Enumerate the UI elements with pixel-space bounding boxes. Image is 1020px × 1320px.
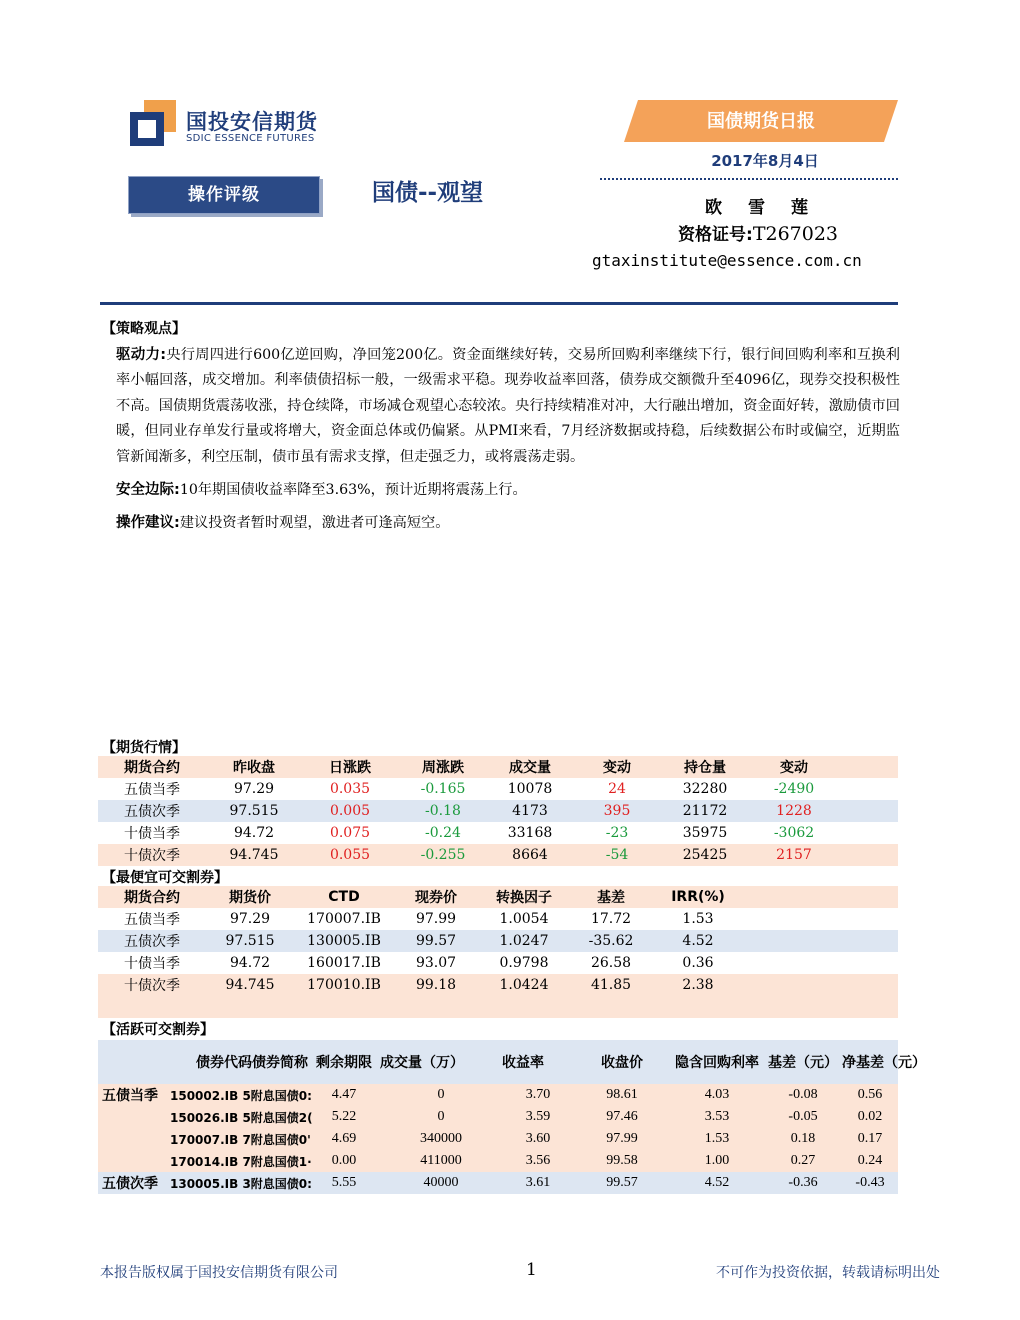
rating-box [128, 176, 320, 214]
header-divider [100, 302, 898, 305]
rating-label: 操作评级 [188, 185, 260, 205]
column-header: CTD [328, 889, 360, 905]
table-cell: 21172 [682, 803, 728, 819]
column-header [98, 1040, 170, 1084]
table-cell: 0.24 [857, 1153, 883, 1168]
safety-text: 10年期国债收益率降至3.63%，预计近期将震荡上行。 [179, 482, 527, 499]
table-row [98, 1128, 898, 1150]
active-bonds-table [98, 1040, 926, 1194]
table-cell: 97.515 [229, 803, 279, 819]
table-cell: 5.55 [331, 1175, 357, 1190]
table-cell: -0.36 [788, 1175, 818, 1190]
column-header: 持仓量 [684, 760, 726, 776]
table-row [98, 1150, 898, 1172]
table-cell: 160017.IB [307, 955, 381, 971]
table-row [98, 844, 898, 866]
table-cell: -0.43 [855, 1175, 885, 1190]
column-header: 昨收盘 [233, 760, 275, 776]
table-cell: 3.53 [704, 1109, 730, 1124]
table-cell: 3.56 [525, 1153, 551, 1168]
table-row [98, 1106, 898, 1128]
table-cell: 97.99 [606, 1131, 638, 1146]
safety-paragraph [116, 478, 900, 503]
table-cell: 0.005 [329, 803, 371, 819]
table-row [98, 778, 898, 800]
table-cell: 4.52 [704, 1175, 730, 1190]
cert-number: T267023 [752, 223, 839, 245]
report-type: 国债期货日报 [707, 111, 815, 132]
column-header: 债券代码债券简称 [196, 1055, 308, 1071]
table-row [98, 974, 898, 996]
table-cell: 411000 [420, 1153, 462, 1168]
table-cell: 五债次季 [102, 1176, 158, 1192]
table-cell: 0.055 [329, 847, 371, 863]
table-cell: 2.38 [682, 977, 714, 993]
table-cell: 1.0247 [499, 933, 549, 949]
report-type-banner [624, 100, 898, 142]
table-cell: 8664 [512, 847, 548, 863]
table-cell: 五债次季 [124, 934, 180, 950]
column-header: 净基差（元） [842, 1055, 926, 1071]
author-email[interactable]: gtaxinstitute@essence.com.cn [592, 251, 862, 270]
table-cell: 五债当季 [124, 782, 180, 798]
table-cell: 0.17 [857, 1131, 883, 1146]
table-cell: 97.29 [229, 911, 271, 927]
table-cell: 10078 [507, 781, 553, 797]
table-cell: 五债次季 [124, 804, 180, 820]
table-cell: 170014.IB 7附息国债1· [170, 1154, 312, 1169]
table-cell: 93.07 [415, 955, 457, 971]
table-cell: -0.18 [425, 803, 461, 819]
table-cell: 3.61 [525, 1175, 551, 1190]
table-row [98, 1172, 898, 1194]
column-header: 成交量（万） [380, 1055, 464, 1071]
column-header: 基差（元） [768, 1055, 838, 1071]
table-cell: 395 [603, 803, 631, 819]
logo-name-cn: 国投安信期货 [186, 110, 318, 134]
strategy-body [116, 343, 900, 545]
column-header: 收盘价 [601, 1055, 643, 1071]
table-cell: 0 [437, 1109, 445, 1124]
column-header: 变动 [780, 760, 808, 776]
table-cell: 4.03 [704, 1087, 730, 1102]
table-cell: 0.36 [682, 955, 714, 971]
headline: 国债--观望 [372, 180, 484, 206]
table-cell: 0.035 [329, 781, 371, 797]
table-cell: 94.745 [229, 847, 279, 863]
table-cell: 130005.IB [307, 933, 381, 949]
table-cell: -23 [605, 825, 629, 841]
table-cell: 150026.IB 5附息国债2( [170, 1110, 313, 1125]
table-cell: 1.00 [704, 1153, 730, 1168]
column-header: 转换因子 [496, 890, 552, 906]
table-cell: 0.075 [329, 825, 371, 841]
advice-paragraph [116, 511, 900, 536]
table-cell: 170007.IB [307, 911, 381, 927]
ctd-section-title: 【最便宜可交割券】 [102, 870, 228, 886]
table-cell: -3062 [773, 825, 815, 841]
table-row [98, 930, 898, 952]
table-cell: 4173 [512, 803, 548, 819]
safety-label: 安全边际: [116, 482, 180, 499]
table-cell: 170007.IB 7附息国债0' [170, 1132, 311, 1147]
table-cell: 340000 [420, 1131, 462, 1146]
driver-text: 央行周四进行600亿逆回购，净回笼200亿。资金面继续好转，交易所回购利率继续下行，银行间回购利率和互换利率小幅回落，成交增加。利率债债招标一般，一级需求平稳。现券收益率回落，债券成交额微升至4096亿，现券交投积极性不高。国债期货震荡收涨，持仓续降，市场减仓观望心态较浓。央行持续精准对冲，大行融出增加，资金面好转，激励债市回暖，但同业存单发行量或将增大，资金面总体或仍偏紧。从PMI来看，7月经济数据或持稳，后续数据公布时或偏空，近期监管新闻渐多，利空压制，债市虽有需求支撑，但走强乏力，或将震荡走弱。 [116, 347, 900, 465]
table-cell: 0.27 [790, 1153, 816, 1168]
table-cell: 99.18 [415, 977, 457, 993]
table-cell: 0.56 [857, 1087, 883, 1102]
driver-paragraph [116, 343, 900, 470]
table-cell: 40000 [423, 1175, 459, 1190]
futures-section-title: 【期货行情】 [102, 740, 186, 756]
table-cell: 97.99 [415, 911, 457, 927]
cert-label: 资格证号: [678, 225, 753, 245]
table-cell: 2157 [776, 847, 812, 863]
table-row [98, 1084, 898, 1106]
column-header: 变动 [603, 760, 631, 776]
table-cell: 150002.IB 5附息国债0: [170, 1088, 312, 1103]
column-header: 成交量 [509, 760, 551, 776]
table-cell: -0.165 [420, 781, 466, 797]
footer-copyright: 本报告版权属于国投安信期货有限公司 [100, 1265, 338, 1281]
table-cell: 99.57 [606, 1175, 638, 1190]
table-cell: -54 [605, 847, 629, 863]
table-cell: 1228 [776, 803, 812, 819]
table-cell: 130005.IB 3附息国债0: [170, 1176, 312, 1191]
table-cell: -0.05 [788, 1109, 818, 1124]
table-header-row [98, 886, 898, 908]
table-cell: -0.255 [420, 847, 466, 863]
table-cell: -0.08 [788, 1087, 818, 1102]
author-name: 欧雪莲 [705, 198, 834, 218]
strategy-title: 【策略观点】 [102, 321, 186, 337]
table-cell: 32280 [682, 781, 728, 797]
footer-disclaimer: 不可作为投资依据，转载请标明出处 [716, 1265, 940, 1281]
table-cell: 97.515 [225, 933, 275, 949]
table-cell: 0.02 [857, 1109, 883, 1124]
table-cell: -0.24 [425, 825, 461, 841]
table-row-blank [98, 996, 898, 1018]
table-cell: 99.58 [606, 1153, 638, 1168]
table-cell: 十债次季 [124, 978, 180, 994]
company-logo [130, 100, 330, 150]
logo-mark-icon [130, 100, 176, 146]
table-cell: -2490 [773, 781, 815, 797]
table-cell: 0.00 [331, 1153, 357, 1168]
page-number: 1 [526, 1260, 537, 1280]
table-cell: 0.9798 [499, 955, 549, 971]
table-cell: 五债当季 [102, 1088, 158, 1104]
table-cell [98, 1106, 170, 1128]
table-cell: 99.57 [415, 933, 457, 949]
table-cell: 5.22 [331, 1109, 357, 1124]
column-header: 期货合约 [124, 890, 180, 906]
logo-name-en: SDIC ESSENCE FUTURES [186, 133, 315, 144]
table-cell: 五债当季 [124, 912, 180, 928]
table-row [98, 822, 898, 844]
table-header-row [98, 756, 898, 778]
table-cell: 十债当季 [124, 956, 180, 972]
table-cell: 97.46 [606, 1109, 638, 1124]
table-cell: 3.60 [525, 1131, 551, 1146]
table-cell: 35975 [682, 825, 728, 841]
table-cell: 25425 [682, 847, 728, 863]
futures-table [98, 756, 898, 866]
column-header: 期货价 [229, 890, 271, 906]
column-header: 现券价 [415, 890, 457, 906]
table-cell: 4.69 [331, 1131, 357, 1146]
table-row [98, 952, 898, 974]
table-cell: 24 [608, 781, 626, 797]
table-cell: 94.72 [233, 825, 275, 841]
table-cell: 1.53 [682, 911, 714, 927]
column-header: 期货合约 [124, 760, 180, 776]
table-cell: 94.745 [225, 977, 275, 993]
column-header: 剩余期限 [316, 1055, 372, 1071]
table-cell: -35.62 [588, 933, 634, 949]
advice-text: 建议投资者暂时观望，激进者可逢高短空。 [179, 515, 450, 532]
column-header: 周涨跌 [422, 760, 464, 776]
table-cell: 98.61 [606, 1087, 638, 1102]
table-cell: 33168 [507, 825, 553, 841]
driver-label: 驱动力: [116, 347, 167, 363]
table-cell: 41.85 [590, 977, 632, 993]
table-cell: 0.18 [790, 1131, 816, 1146]
table-cell: 3.70 [525, 1087, 551, 1102]
dotted-divider [600, 178, 898, 180]
table-cell: 97.29 [233, 781, 275, 797]
column-header: IRR(%) [671, 889, 725, 905]
advice-label: 操作建议: [116, 515, 180, 532]
column-header: 隐含回购利率 [675, 1055, 759, 1071]
table-header-row [98, 1040, 898, 1084]
table-cell: 17.72 [590, 911, 632, 927]
certificate [678, 220, 838, 245]
table-cell: 1.53 [704, 1131, 730, 1146]
table-cell: 0 [437, 1087, 445, 1102]
table-cell: 170010.IB [307, 977, 381, 993]
table-cell: 4.52 [682, 933, 714, 949]
table-cell: 1.0424 [499, 977, 549, 993]
table-cell: 94.72 [229, 955, 271, 971]
active-section-title: 【活跃可交割券】 [102, 1022, 214, 1038]
report-date: 2017年8月4日 [711, 152, 819, 170]
table-cell [98, 1128, 170, 1150]
table-cell: 4.47 [331, 1087, 357, 1102]
table-cell: 3.59 [525, 1109, 551, 1124]
table-cell: 1.0054 [499, 911, 549, 927]
table-cell: 26.58 [590, 955, 632, 971]
column-header: 收益率 [502, 1055, 544, 1071]
table-cell: 十债次季 [124, 848, 180, 864]
table-row [98, 908, 898, 930]
ctd-table [98, 886, 898, 1018]
table-cell [98, 1150, 170, 1172]
column-header: 基差 [597, 890, 625, 906]
table-cell: 十债当季 [124, 826, 180, 842]
table-row [98, 800, 898, 822]
column-header: 日涨跌 [329, 760, 371, 776]
